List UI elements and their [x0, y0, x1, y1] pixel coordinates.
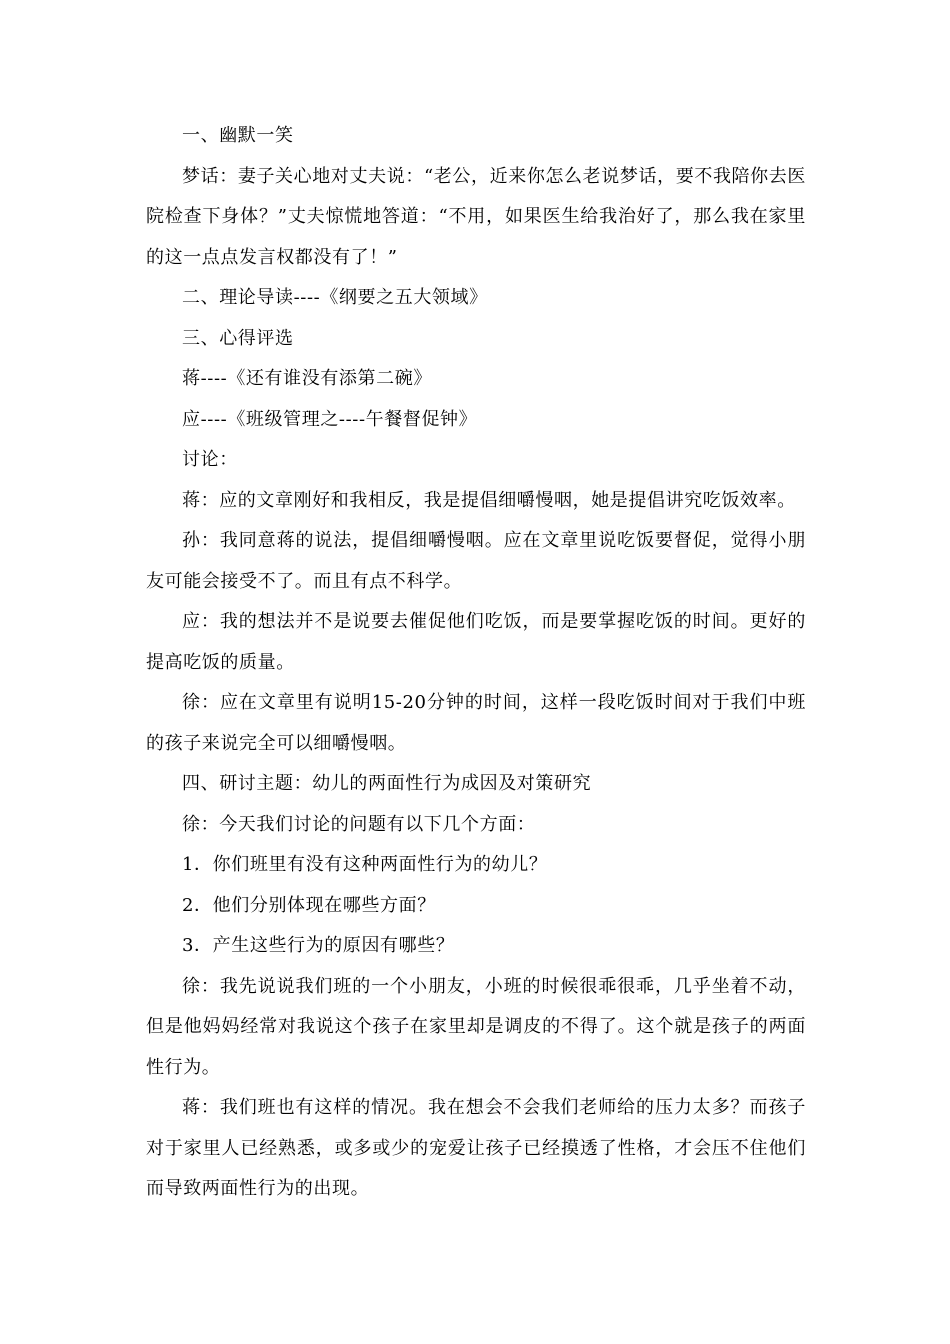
- section-heading-review: 三、心得评选: [182, 327, 294, 349]
- document-page: [146, 116, 806, 1210]
- discussion-paragraph: 徐：应在文章里有说明15-20分钟的时间，这样一段吃饭时间对于我们中班的孩子来说完全可以细嚼慢咽。: [146, 692, 806, 754]
- question-item: 3．产生这些行为的原因有哪些？: [182, 935, 455, 956]
- section-heading-theory: 二、理论导读----《纲要之五大领域》: [182, 287, 488, 308]
- discussion-paragraph: 蒋：应的文章刚好和我相反，我是提倡细嚼慢咽，她是提倡讲究吃饭效率。: [182, 489, 796, 511]
- question-item: 2．他们分别体现在哪些方面？: [182, 894, 436, 916]
- article-entry-jiang: 蒋----《还有谁没有添第二碗》: [182, 368, 432, 389]
- article-entry-ying: 应----《班级管理之----午餐督促钟》: [182, 408, 478, 430]
- question-item: 1．你们班里有没有这种两面性行为的幼儿？: [182, 854, 548, 875]
- discussion-paragraph: 蒋：我们班也有这样的情况。我在想会不会我们老师给的压力太多？而孩子对于家里人已经熟悉，或多或少的宠爱让孩子已经摸透了性格，才会压不住他们而导致两面性行为的出现。: [146, 1097, 806, 1199]
- discussion-paragraph: 孙：我同意蒋的说法，提倡细嚼慢咽。应在文章里说吃饭要督促，觉得小朋友可能会接受不了。而且有点不科学。: [146, 530, 806, 592]
- discussion-paragraph: 徐：我先说说我们班的一个小朋友，小班的时候很乖很乖，几乎坐着不动，但是他妈妈经常对我说这个孩子在家里却是调皮的不得了。这个就是孩子的两面性行为。: [146, 975, 806, 1078]
- discussion-label: 讨论：: [182, 449, 238, 470]
- topic-intro-paragraph: 徐：今天我们讨论的问题有以下几个方面：: [182, 813, 536, 835]
- joke-paragraph: 梦话：妻子关心地对丈夫说：“老公，近来你怎么老说梦话，要不我陪你去医院检查下身体？”丈夫惊慌地答道：“不用，如果医生给我治好了，那么我在家里的这一点点发言权都没有了！”: [146, 165, 806, 268]
- discussion-paragraph: 应：我的想法并不是说要去催促他们吃饭，而是要掌握吃饭的时间。更好的提高吃饭的质量。: [146, 611, 806, 673]
- section-heading-humor: 一、幽默一笑: [182, 125, 294, 146]
- section-heading-topic: 四、研讨主题：幼儿的两面性行为成因及对策研究: [182, 773, 592, 794]
